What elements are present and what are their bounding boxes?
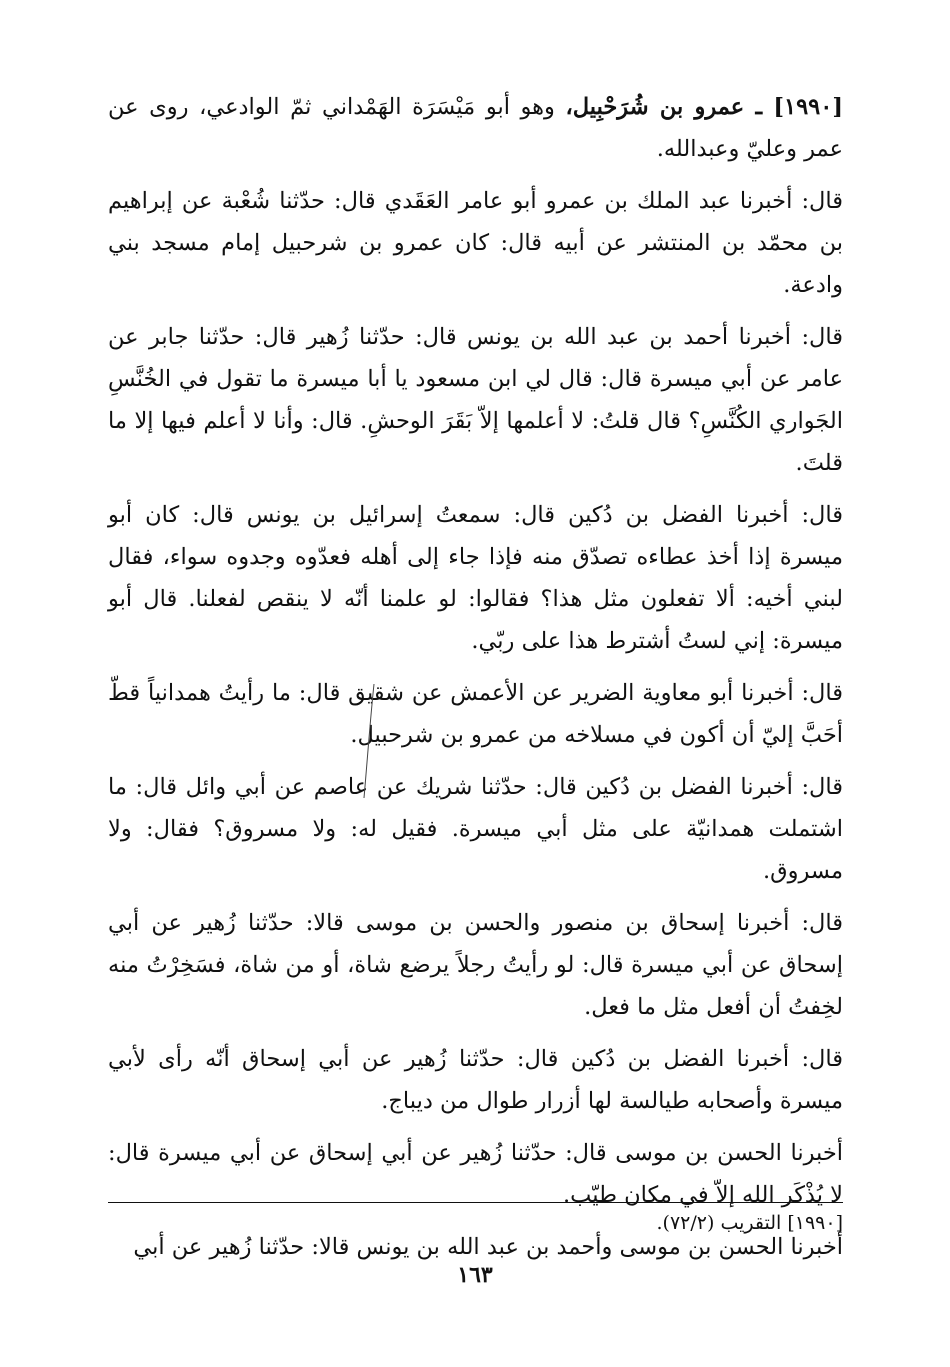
footnote-reference: [١٩٩٠] التقريب (٧٢/٢). — [656, 1212, 843, 1234]
page-number: ١٦٣ — [457, 1262, 493, 1288]
narration-paragraph: قال: أخبرنا أبو معاوية الضرير عن الأعمش عن شقيق قال: ما رأيتُ همدانياً قطّ أحَبَّ إليّ أن أكون في مسلاخه من عمرو بن شرحبيل. — [108, 680, 843, 748]
narration-paragraph: قال: أخبرنا الفضل بن دُكين قال: حدّثنا شريك عن عاصم عن أبي وائل قال: ما اشتملت همدانيّة على مثل أبي ميسرة. فقيل له: ولا مسروق؟ فقال: ولا مسروق. — [108, 774, 843, 884]
narration-paragraph: قال: أخبرنا الفضل بن دُكين قال: سمعتُ إسرائيل بن يونس قال: كان أبو ميسرة إذا أخذ عطاءه تصدّق منه فإذا جاء إلى أهله فعدّوه وجدوه سواء، فقال لبني أخيه: ألا تفعلون مثل هذا؟ فقالوا: لو علمنا أنّه لا ينقص لفعلنا. قال أبو ميسرة: إني لستُ أشترط هذا على ربّي. — [108, 502, 843, 654]
narration-paragraph: أخبرنا الحسن بن موسى وأحمد بن عبد الله بن يونس قالا: حدّثنا زُهير عن أبي — [133, 1234, 843, 1260]
footnote-section — [108, 1202, 843, 1237]
entry-description: وهو أبو مَيْسَرَة الهَمْداني ثمّ الوادعي، روى عن عمر وعليّ وعبدالله. — [108, 94, 843, 162]
narration-paragraph: أخبرنا الحسن بن موسى قال: حدّثنا زُهير عن أبي إسحاق عن أبي ميسرة قال: لا يُذْكَر الله إلاّ في مكان طيّب. — [108, 1140, 843, 1208]
narration-paragraph: قال: أخبرنا الفضل بن دُكين قال: حدّثنا زُهير عن أبي إسحاق أنّه رأى لأبي ميسرة وأصحابه طيالسة لها أزرار طوال من ديباج. — [108, 1046, 843, 1114]
narration-paragraph: قال: أخبرنا إسحاق بن منصور والحسن بن موسى قالا: حدّثنا زُهير عن أبي إسحاق عن أبي ميسرة قال: لو رأيتُ رجلاً يرضع شاة، أو من شاة، فسَخِرْتُ منه لخِفتُ أن أفعل مثل ما فعل. — [108, 910, 843, 1020]
narration-paragraph: قال: أخبرنا عبد الملك بن عمرو أبو عامر العَقَدي قال: حدّثنا شُعْبة عن إبراهيم بن محمّد بن المنتشر عن أبيه قال: كان عمرو بن شرحبيل إمام مسجد بني وادعة. — [108, 188, 843, 298]
footnote-divider — [108, 1202, 843, 1203]
biography-entry-heading — [108, 86, 843, 170]
book-page-body — [108, 86, 843, 1278]
narration-paragraph: قال: أخبرنا أحمد بن عبد الله بن يونس قال: حدّثنا زُهير قال: حدّثنا جابر عن عامر عن أبي ميسرة قال: قال لي ابن مسعود يا أبا ميسرة ما تقول في الخُنَّسِ الجَواري الكُنَّسِ؟ قال قلتُ: لا أعلمها إلاّ بَقَرَ الوحشِ. قال: وأنا لا أعلم فيها إلا ما قلتَ. — [108, 324, 843, 476]
entry-number-and-name: [١٩٩٠] ـ عمرو بن شُرَحْبِيل، — [565, 94, 843, 120]
pen-stroke-mark — [360, 682, 378, 800]
